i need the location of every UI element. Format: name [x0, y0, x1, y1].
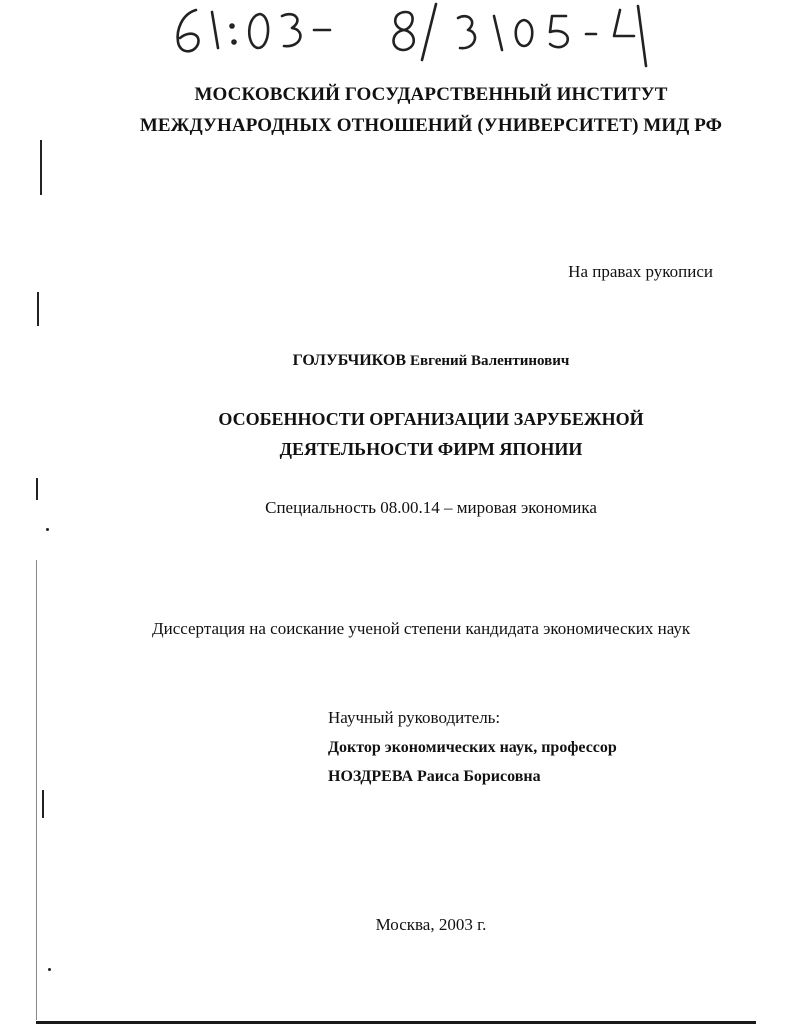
scan-left-edge: [36, 560, 37, 1020]
scan-artifact-mark: [46, 528, 49, 531]
institution-line-1: МОСКОВСКИЙ ГОСУДАРСТВЕННЫЙ ИНСТИТУТ: [194, 84, 668, 105]
supervisor-degree: Доктор экономических наук, профессор: [328, 739, 617, 756]
specialty-line: Специальность 08.00.14 – мировая экономика: [265, 498, 597, 517]
scan-artifact-mark: [40, 140, 42, 195]
scan-artifact-mark: [48, 968, 51, 971]
scan-bottom-edge: [36, 1021, 756, 1024]
scan-artifact-mark: [42, 790, 44, 818]
dissertation-degree-line: Диссертация на соискание ученой степени кандидата экономических наук: [152, 619, 691, 638]
dissertation-title-line-1: ОСОБЕННОСТИ ОРГАНИЗАЦИИ ЗАРУБЕЖНОЙ: [218, 409, 644, 429]
author-surname: ГОЛУБЧИКОВ: [292, 352, 406, 369]
supervisor-label: Научный руководитель:: [328, 708, 501, 727]
supervisor-surname: НОЗДРЕВА: [328, 768, 414, 785]
scan-artifact-mark: [37, 292, 39, 326]
author-name: [0, 352, 797, 370]
author-given-names: Евгений Валентинович: [410, 353, 570, 369]
institution-line-2: МЕЖДУНАРОДНЫХ ОТНОШЕНИЙ (УНИВЕРСИТЕТ) МИД РФ: [139, 115, 723, 136]
dissertation-title-line-2: ДЕЯТЕЛЬНОСТИ ФИРМ ЯПОНИИ: [279, 439, 583, 459]
handwritten-archive-number: [168, 0, 668, 70]
manuscript-rights-note: На правах рукописи: [568, 262, 713, 281]
supervisor-given-names: Раиса Борисовна: [417, 768, 541, 785]
scan-artifact-mark: [36, 478, 38, 500]
supervisor-name: [328, 768, 541, 786]
place-and-year: Москва, 2003 г.: [375, 915, 487, 934]
